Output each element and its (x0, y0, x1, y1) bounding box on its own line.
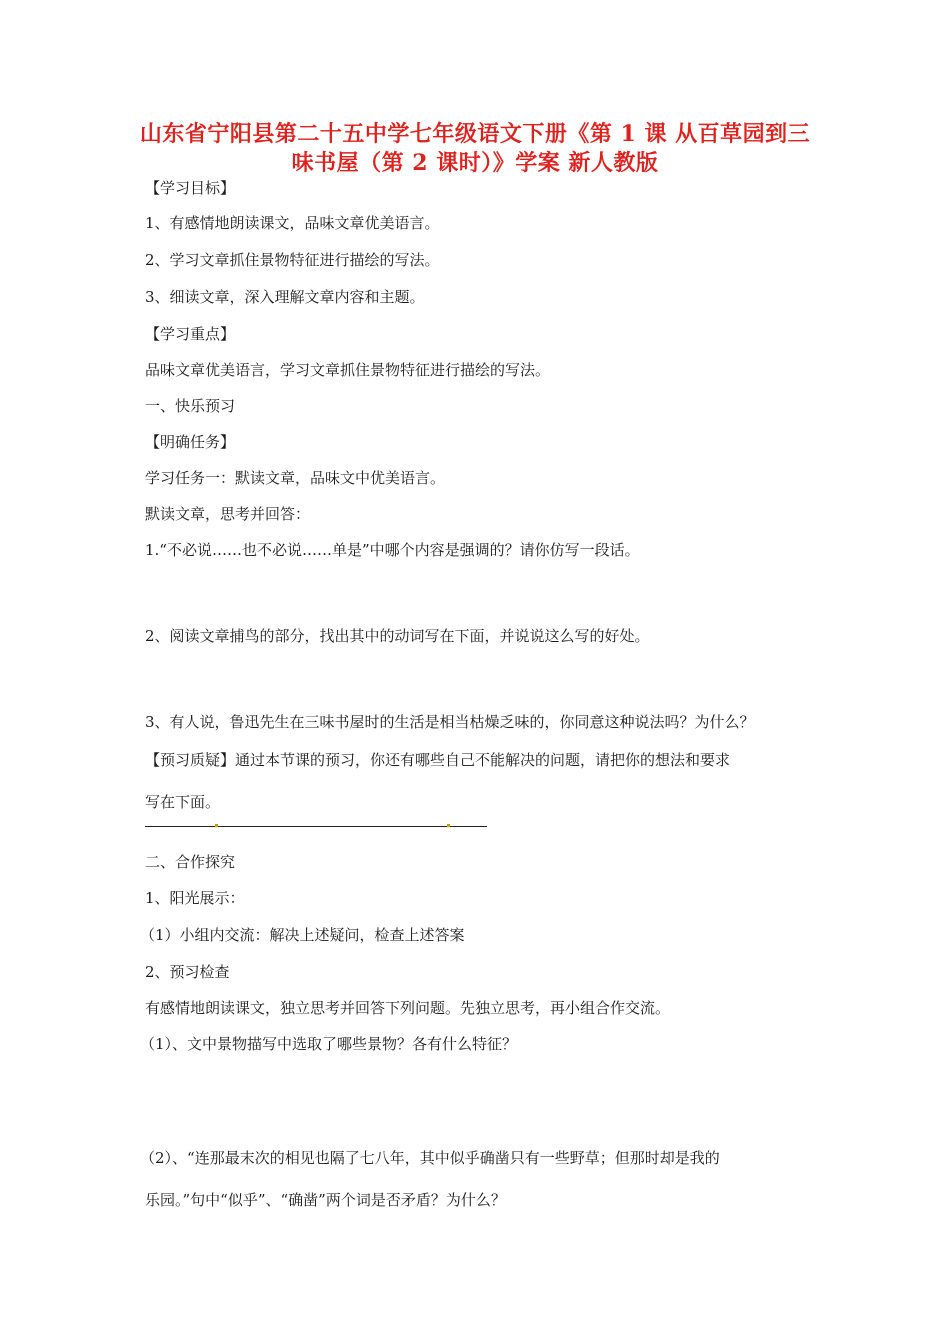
document-title (120, 120, 830, 178)
check-question-1: （1）、文中景物描写中选取了哪些景物？各有什么特征？ (140, 1035, 518, 1053)
task-1: 学习任务一：默读文章，品味文中优美语言。 (145, 469, 446, 487)
preview-question-2: 2、阅读文章捕鸟的部分，找出其中的动词写在下面，并说说这么写的好处。 (145, 627, 650, 645)
preview-doubt-line-2: 写在下面。 (145, 793, 221, 811)
preview-doubt-line-1: 【预习质疑】通过本节课的预习，你还有哪些自己不能解决的问题，请把你的想法和要求 (145, 751, 731, 769)
preview-check-intro: 有感情地朗读课文，独立思考并回答下列问题。先独立思考，再小组合作交流。 (145, 999, 671, 1017)
section-preview-check: 2、预习检查 (145, 963, 230, 981)
preview-question-1: 1.“不必说……也不必说……单是”中哪个内容是强调的？请你仿写一段话。 (145, 541, 640, 559)
objective-item-1: 1、有感情地朗读课文，品味文章优美语言。 (145, 214, 440, 232)
section-sunshine-item: （1）小组内交流：解决上述疑问，检查上述答案 (140, 926, 465, 944)
rule-mark (215, 824, 218, 827)
section-sunshine: 1、阳光展示： (145, 889, 245, 907)
objective-item-3: 3、细读文章，深入理解文章内容和主题。 (145, 288, 425, 306)
title-line-1: 山东省宁阳县第二十五中学七年级语文下册《第 1 课 从百草园到三 (139, 121, 811, 147)
part2-heading: 二、合作探究 (145, 853, 236, 871)
focus-text: 品味文章优美语言，学习文章抓住景物特征进行描绘的写法。 (145, 361, 551, 379)
check-question-2-line-2: 乐园。”句中“似乎”、“确凿”两个词是否矛盾？为什么？ (145, 1191, 506, 1209)
objectives-heading: 【学习目标】 (145, 179, 236, 197)
preview-question-3: 3、有人说，鲁迅先生在三味书屋时的生活是相当枯燥乏味的，你同意这种说法吗？为什么？ (145, 713, 755, 731)
task-instruction: 默读文章，思考并回答： (145, 505, 311, 523)
focus-heading: 【学习重点】 (145, 325, 236, 343)
part1-heading: 一、快乐预习 (145, 397, 236, 415)
check-question-2-line-1: （2）、“连那最末次的相见也隔了七八年，其中似乎确凿只有一些野草；但那时却是我的 (140, 1149, 720, 1167)
title-line-2: 味书屋（第 2 课时）》学案 新人教版 (291, 150, 659, 176)
answer-line (145, 826, 487, 827)
objective-item-2: 2、学习文章抓住景物特征进行描绘的写法。 (145, 251, 440, 269)
rule-mark (447, 824, 450, 827)
task-heading: 【明确任务】 (145, 433, 236, 451)
